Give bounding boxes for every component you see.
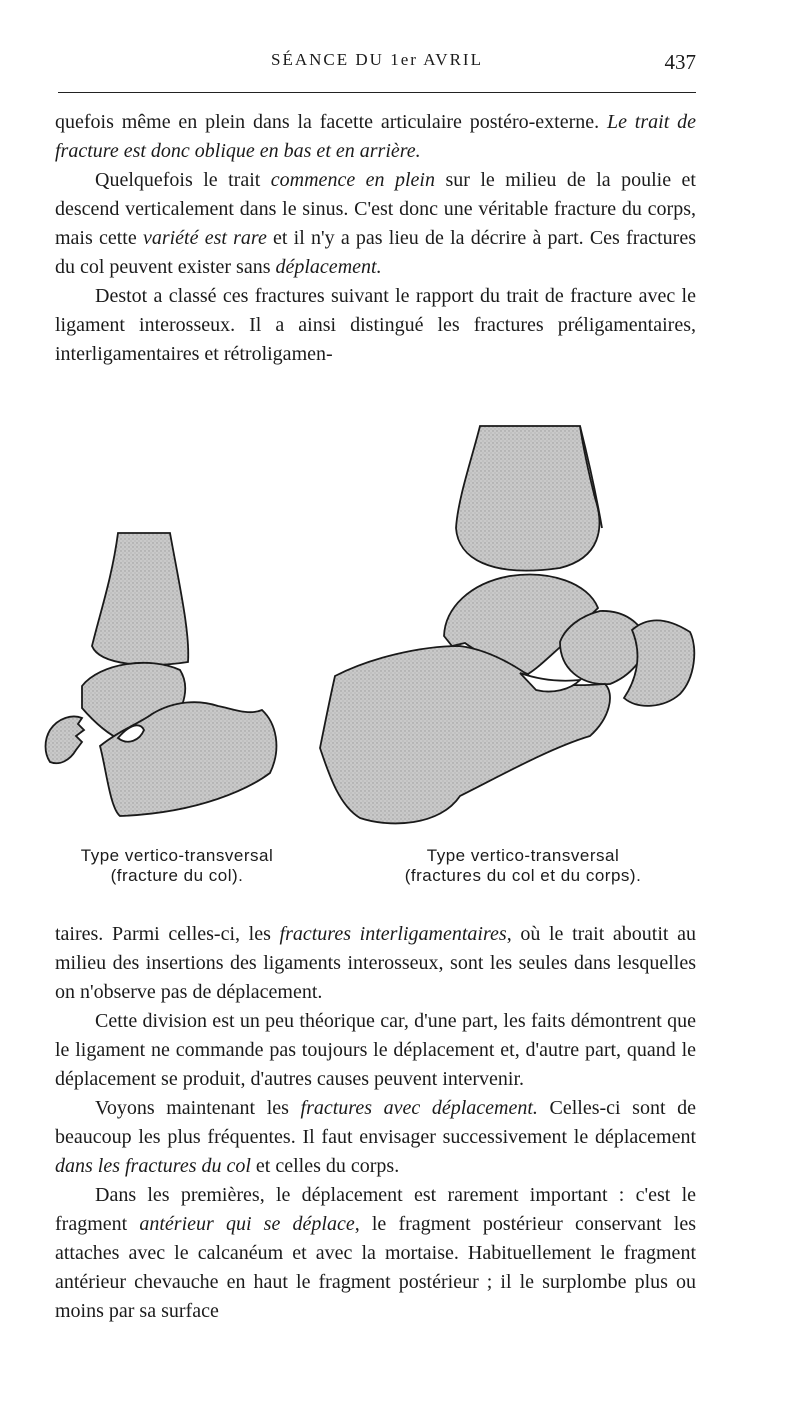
running-title: SÉANCE DU 1er AVRIL bbox=[271, 50, 483, 69]
right-ankle-illustration bbox=[320, 426, 694, 823]
left-caption-line1: Type vertico-transversal bbox=[80, 846, 274, 865]
top-text-block bbox=[55, 108, 696, 369]
figure-area bbox=[40, 418, 720, 838]
header-rule bbox=[58, 92, 696, 93]
italic-run: fractures interligamentaires bbox=[279, 923, 507, 945]
italic-run: commence en plein bbox=[270, 169, 435, 191]
right-figure-caption bbox=[358, 846, 688, 886]
text-run: Quelquefois le trait bbox=[95, 169, 271, 191]
text-run: Celles-ci sont de beaucoup les plus fréquentes. Il faut envisager successivement le déplacement bbox=[55, 1097, 696, 1148]
text-run: Cette division est un peu théorique car, d'une part, les faits démontrent que le ligament ne commande pas toujours le déplacement et, d'autre part, quand le déplacement se produit, d'autres causes peuvent intervenir. bbox=[55, 1010, 696, 1090]
paragraph bbox=[55, 166, 696, 282]
italic-run: variété est rare bbox=[142, 227, 267, 249]
paragraph bbox=[55, 282, 696, 369]
text-run: Dans les premières, le déplacement est rarement important : c'est le fragment bbox=[55, 1184, 696, 1235]
italic-run: fractures avec déplacement. bbox=[300, 1097, 538, 1119]
page-number: 437 bbox=[664, 50, 696, 74]
page-header bbox=[58, 50, 696, 82]
text-run: Voyons maintenant les bbox=[95, 1097, 301, 1119]
italic-run: antérieur qui se déplace bbox=[139, 1213, 355, 1235]
text-run: sur le milieu de la poulie et descend verticalement dans le sinus. C'est donc une véritable fracture du corps, mais cette bbox=[55, 169, 696, 249]
italic-run: Le trait de fracture est donc oblique en bas et en arrière. bbox=[55, 111, 696, 162]
paragraph bbox=[55, 920, 696, 1007]
left-figure-caption bbox=[52, 846, 302, 886]
left-caption-line2: (fracture du col). bbox=[110, 866, 244, 885]
right-caption-line2: (fractures du col et du corps). bbox=[404, 866, 642, 885]
bottom-text-block bbox=[55, 920, 696, 1326]
italic-run: déplacement. bbox=[275, 256, 382, 278]
right-caption-line1: Type vertico-transversal bbox=[426, 846, 620, 865]
text-run: , où le trait aboutit au milieu des insertions des ligaments interosseux, sont les seules dans lesquelles on n'observe pas de déplacement. bbox=[55, 923, 697, 1003]
text-run: , le fragment postérieur conservant les attaches avec le calcanéum et avec la mortaise. Habituellement le fragment antérieur chevauche en haut le fragment postérieur ; il le surplombe plus ou moins par sa surface bbox=[55, 1213, 696, 1322]
paragraph bbox=[55, 1094, 696, 1181]
left-ankle-illustration bbox=[46, 533, 277, 816]
paragraph bbox=[55, 108, 696, 166]
italic-run: dans les fractures du col bbox=[55, 1155, 251, 1177]
text-run: et il n'y a pas lieu de la décrire à part. Ces fractures du col peuvent exister sans bbox=[55, 227, 696, 278]
text-run: et celles du corps. bbox=[250, 1155, 400, 1177]
text-run: quefois même en plein dans la facette articulaire postéro-externe. bbox=[55, 111, 607, 133]
paragraph bbox=[55, 1181, 696, 1326]
paragraph bbox=[55, 1007, 696, 1094]
text-run: Destot a classé ces fractures suivant le rapport du trait de fracture avec le ligament interosseux. Il a ainsi distingué les fractures préligamentaires, interligamentaires et rétroligamen- bbox=[55, 285, 696, 365]
text-run: taires. Parmi celles-ci, les bbox=[55, 923, 280, 945]
